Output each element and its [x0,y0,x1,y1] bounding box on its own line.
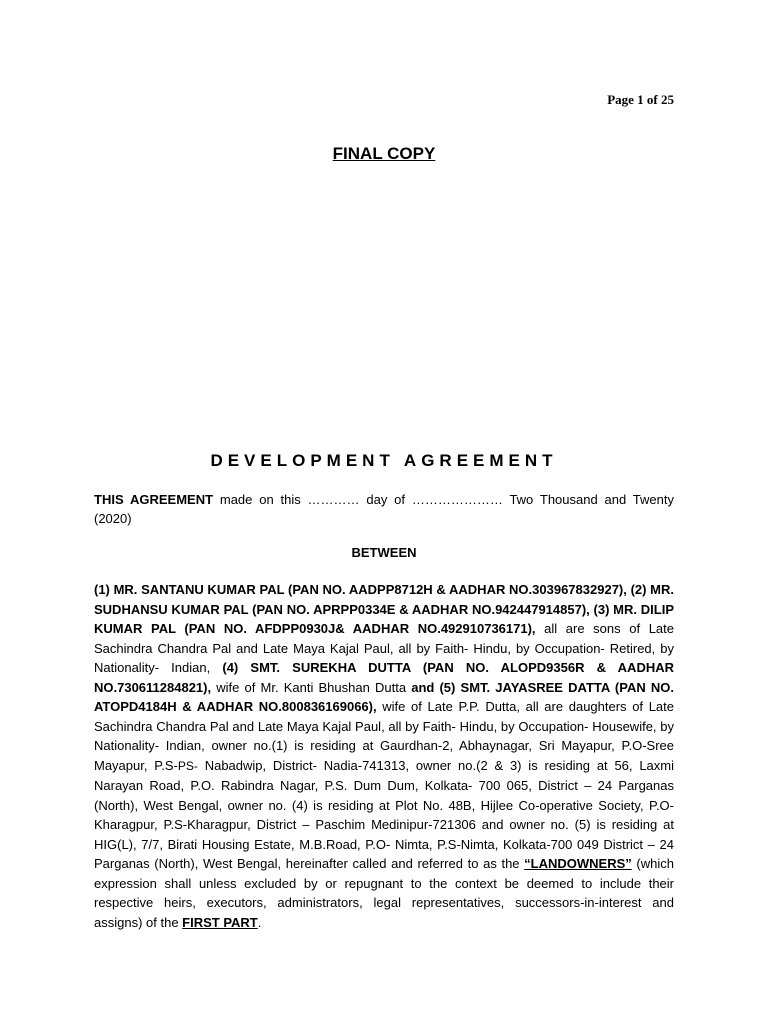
owners-1-3: (1) MR. SANTANU KUMAR PAL (PAN NO. AADPP8712H & AADHAR NO.303967832927), (2) MR. SUDHANSU KUMAR PAL (PAN NO. APRPP0334E & AADHAR NO.942447914857), (3) MR. DILIP KUMAR PAL (PAN NO. AFDPP0930J& AADHAR NO.492910736171), [94,582,674,636]
agreement-intro [94,490,674,528]
owner-4: (4) SMT. SUREKHA DUTTA (PAN NO. ALOPD9356R & AADHAR NO.730611284821), [94,660,675,695]
paragraph-end: . [257,914,262,930]
between-heading: BETWEEN [351,545,417,560]
agreement-intro-bold: THIS AGREEMENT [94,492,214,507]
page-number: Page 1 of 25 [607,92,674,107]
document-title: DEVELOPMENT AGREEMENT [210,451,558,470]
first-part-term: FIRST PART [182,914,258,930]
ps-inline-text: PS- [177,758,198,773]
owners-address-1: wife of Late P.P. Dutta, all are daughters of Late Sachindra Chandra Pal and Late Maya Kajal Paul, all by Faith- Hindu, by Occupation- Housewife, by Nationality- Indian, owner no.(1) is residing at Gaurdhan-2, Abhaynagar, Sri Mayapur, P.O-Sree Mayapur, P.S- [94,699,674,773]
landowners-term: “LANDOWNERS” [524,856,632,871]
landowners-definition: (which expression shall unless excluded by or repugnant to the context be deemed to include their respective heirs, executors, administrators, legal representatives, successors-in-interest and assigns) of the [94,856,674,930]
owner-5: and (5) SMT. JAYASREE DATTA (PAN NO. ATOPD4184H & AADHAR NO.800836169066), [94,679,674,714]
owners-1-3-desc: all are sons of Late Sachindra Chandra Pal and Late Maya Kajal Paul, all by Faith- Hindu, by Occupation- Retired, by Nationality- Indian, [94,621,674,675]
agreement-intro-text: made on this ………… day of ………………… Two Thousand and Twenty (2020) [94,492,674,526]
owner-4-desc: wife of Mr. Kanti Bhushan Dutta [211,679,412,695]
final-copy-heading: FINAL COPY [332,144,436,163]
parties-paragraph [94,580,674,932]
owners-address-2: Nabadwip, District- Nadia-741313, owner no.(2 & 3) is residing at 56, Laxmi Narayan Road, P.O. Rabindra Nagar, P.S. Dum Dum, Kolkata- 700 065, District – 24 Parganas (North), West Bengal, owner no. (4) is residing at Plot No. 48B, Hijlee Co-operative Society, P.O- Kharagpur, P.S-Kharagpur, District – Paschim Medinipur-721306 and owner no. (5) is residing at HIG(L), 7/7, Birati Housing Estate, M.B.Road, P.O- Nimta, P.S-Nimta, Kolkata-700 049 District – 24 Parganas (North), West Bengal, hereinafter called and referred to as the [94,757,675,871]
